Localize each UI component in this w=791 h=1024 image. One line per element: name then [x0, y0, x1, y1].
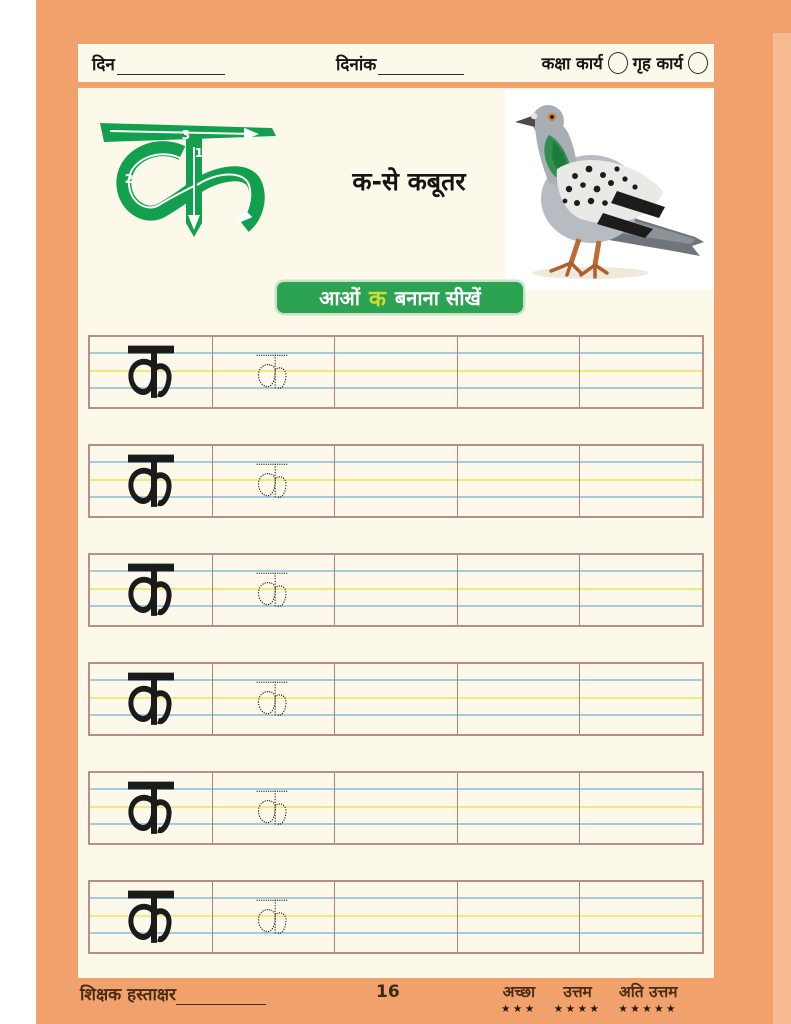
big-letter-ka [98, 115, 278, 247]
page-number: 16 [376, 982, 400, 1002]
classwork-label: कक्षा कार्य [541, 54, 603, 73]
practice-cell-empty [335, 773, 458, 843]
practice-row [88, 553, 704, 627]
practice-cell-model [90, 337, 213, 407]
practice-rows [88, 335, 704, 989]
practice-cell-model [90, 773, 213, 843]
main-panel [78, 88, 714, 978]
dotted-ka-letter [255, 351, 291, 394]
solid-ka-letter [126, 343, 176, 402]
teacher-signature-field [80, 982, 266, 1005]
practice-row [88, 444, 704, 518]
rating-outstanding-label: अति उत्तम [618, 983, 678, 1001]
stroke-number-1: 1 [194, 145, 204, 160]
practice-cell-empty [335, 446, 458, 516]
day-blank-line [117, 61, 225, 75]
rating-outstanding [618, 980, 678, 1015]
dotted-ka-letter [255, 787, 291, 830]
practice-cell-model [90, 555, 213, 625]
day-field [92, 52, 225, 75]
dotted-ka-letter [255, 896, 291, 939]
rating-outstanding-stars: ★★★★★ [618, 1003, 678, 1015]
pigeon-photo-box [505, 90, 714, 290]
practice-cell-empty [335, 882, 458, 952]
learn-banner [277, 282, 523, 313]
rating-scale [501, 980, 678, 1015]
banner-letter-ka: क [368, 286, 386, 312]
practice-cell-model [90, 882, 213, 952]
practice-cell-empty [580, 555, 702, 625]
rating-good-stars: ★★★ [501, 1003, 537, 1015]
practice-cell-trace [213, 773, 336, 843]
practice-cell-empty [458, 664, 581, 734]
practice-cell-empty [458, 446, 581, 516]
phrase-ka-se-kabutar: क-से कबूतर [352, 167, 466, 196]
solid-ka-letter [126, 452, 176, 511]
date-blank-line [378, 61, 464, 75]
rating-excellent-stars: ★★★★ [553, 1003, 602, 1015]
practice-cell-empty [458, 773, 581, 843]
practice-cell-trace [213, 337, 336, 407]
practice-cell-empty [580, 446, 702, 516]
practice-cell-empty [580, 882, 702, 952]
classwork-circle [608, 52, 628, 74]
rating-good-label: अच्छा [502, 983, 536, 1001]
practice-cell-empty [580, 337, 702, 407]
rating-good [501, 980, 537, 1015]
practice-cell-trace [213, 446, 336, 516]
stroke-number-2: 2 [124, 171, 134, 186]
page-edge [773, 33, 791, 1024]
practice-cell-empty [580, 664, 702, 734]
practice-cell-model [90, 664, 213, 734]
practice-cell-empty [458, 882, 581, 952]
dotted-ka-letter [255, 569, 291, 612]
work-type-field [542, 51, 708, 74]
practice-cell-empty [580, 773, 702, 843]
rating-excellent-label: उत्तम [563, 983, 592, 1001]
teacher-signature-label: शिक्षक हस्ताक्षर [80, 985, 177, 1005]
practice-cell-trace [213, 664, 336, 734]
practice-cell-empty [335, 555, 458, 625]
pigeon-image [505, 90, 714, 290]
rating-excellent [554, 980, 602, 1015]
banner-suffix: बनाना सीखें [394, 286, 481, 310]
homework-circle [688, 52, 708, 74]
homework-label: गृह कार्य [632, 54, 683, 73]
dotted-ka-letter [255, 460, 291, 503]
practice-cell-empty [335, 664, 458, 734]
practice-row [88, 880, 704, 954]
header-strip [78, 44, 714, 82]
signature-blank-line [176, 991, 266, 1005]
practice-row [88, 771, 704, 845]
practice-cell-model [90, 446, 213, 516]
ka-stroke-order-diagram [98, 115, 278, 245]
stroke-number-3: 3 [181, 127, 191, 142]
solid-ka-letter [126, 888, 176, 947]
day-label: दिन [92, 55, 115, 75]
date-label: दिनांक [336, 55, 377, 75]
practice-cell-empty [458, 337, 581, 407]
practice-row [88, 335, 704, 409]
dotted-ka-letter [255, 678, 291, 721]
practice-cell-empty [458, 555, 581, 625]
solid-ka-letter [126, 779, 176, 838]
solid-ka-letter [126, 670, 176, 729]
practice-cell-trace [213, 555, 336, 625]
practice-cell-empty [335, 337, 458, 407]
practice-row [88, 662, 704, 736]
date-field [336, 52, 464, 75]
practice-cell-trace [213, 882, 336, 952]
banner-prefix: आओं [319, 286, 360, 310]
solid-ka-letter [126, 561, 176, 620]
